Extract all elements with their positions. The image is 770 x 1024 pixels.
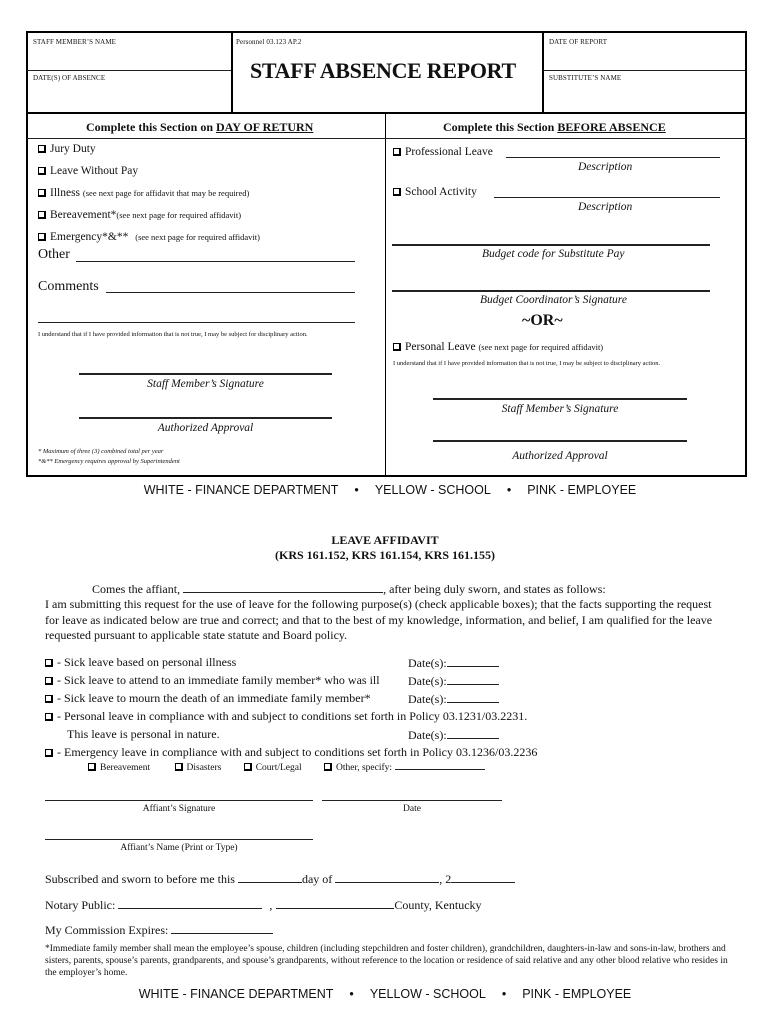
item-2-label: - Sick leave to attend to an immediate family member* who was ill [57, 673, 380, 687]
right-approval-line[interactable] [433, 440, 687, 442]
copy-separator: • [501, 987, 507, 1001]
right-staff-signature-label: Staff Member’s Signature [501, 403, 619, 415]
staff-name-field[interactable] [30, 48, 228, 68]
budget-code-line[interactable] [392, 244, 710, 246]
leave-without-pay-option[interactable] [38, 165, 138, 177]
item-3-dates[interactable] [408, 691, 499, 707]
notary-label: Notary Public: [45, 898, 116, 912]
comments-input-line[interactable] [106, 292, 355, 293]
left-understand-text: I understand that if I have provided information that is not true, I may be subject for disciplinary action. [38, 331, 308, 338]
right-section-heading [443, 120, 666, 135]
comments-label: Comments [38, 279, 99, 294]
affiant-signature-line[interactable] [45, 800, 313, 801]
commission-input[interactable] [171, 922, 273, 934]
comes-the-affiant [92, 581, 606, 597]
item-4-dates[interactable] [408, 727, 499, 743]
description-2-label: Description [578, 201, 633, 213]
emergency-checkbox[interactable] [38, 233, 46, 241]
illness-option[interactable] [38, 187, 249, 199]
copy-yellow: YELLOW - SCHOOL [369, 987, 486, 1001]
dates-of-absence-field[interactable] [30, 84, 228, 110]
notary-county-input[interactable] [276, 897, 394, 909]
bereavement-note: (see next page for required affidavit) [116, 210, 242, 220]
subtype-other-label: Other, specify: [335, 763, 393, 773]
subtype-bereavement-checkbox[interactable] [88, 763, 96, 771]
subscribed-year: , 2 [439, 872, 452, 886]
subtype-disasters-checkbox[interactable] [175, 763, 183, 771]
item-3-checkbox[interactable] [45, 695, 53, 703]
subtype-other-input[interactable] [395, 760, 485, 770]
section-heading-line [27, 138, 746, 139]
item-1-dates[interactable] [408, 655, 499, 671]
emergency-subtypes [88, 760, 485, 773]
illness-label: Illness [50, 187, 81, 199]
county-label: County, Kentucky [394, 898, 482, 912]
commission-label: My Commission Expires: [45, 923, 169, 937]
affiant-name-label: Affiant’s Name (Print or Type) [120, 843, 238, 853]
jury-duty-label: Jury Duty [50, 143, 96, 155]
report-title: STAFF ABSENCE REPORT [250, 58, 516, 83]
bereavement-checkbox[interactable] [38, 211, 46, 219]
emergency-option[interactable] [38, 231, 260, 243]
comes-suffix: , after being duly sworn, and states as follows: [383, 582, 606, 596]
item-4-personal-nature: This leave is personal in nature. [67, 727, 220, 741]
header-row-line-left [27, 70, 231, 71]
personnel-code: Personnel 03.123 AP.2 [236, 38, 302, 46]
school-activity-line[interactable] [494, 197, 720, 198]
personal-leave-option[interactable] [393, 341, 603, 353]
left-heading-emph: DAY OF RETURN [216, 120, 314, 134]
item-3-dates-label: Date(s): [408, 692, 447, 706]
item-4-dates-input[interactable] [447, 727, 499, 739]
jury-duty-option[interactable] [38, 143, 96, 155]
item-3-dates-input[interactable] [447, 691, 499, 703]
budget-code-label: Budget code for Substitute Pay [482, 248, 625, 260]
item-4-dates-label: Date(s): [408, 728, 447, 742]
copy-separator: • [506, 483, 512, 497]
copy-pink: PINK - EMPLOYEE [527, 483, 637, 497]
affidavit-item-2[interactable] [45, 673, 380, 688]
right-staff-signature-line[interactable] [433, 398, 687, 400]
date-of-report-field[interactable] [546, 48, 744, 68]
item-4-checkbox[interactable] [45, 713, 53, 721]
affidavit-statement: I am submitting this request for the use of leave for the following purpose(s) (check applicable boxes); that the facts supporting the request for leave as indicated below are true and correct; and that to the best of my knowledge, information, and belief, I am qualified for the leave requested pursuant to applicable state statute and Board policy. [45, 597, 713, 642]
subscribed-month-input[interactable] [335, 871, 439, 883]
bereavement-option[interactable] [38, 209, 241, 221]
header-divider-right [542, 31, 544, 113]
subtype-court-checkbox[interactable] [244, 763, 252, 771]
copy-distribution-bottom [0, 987, 770, 1001]
footnote-max-days: * Maximum of three (3) combined total per year [38, 448, 164, 455]
illness-note: (see next page for affidavit that may be required) [82, 188, 250, 198]
budget-signature-label: Budget Coordinator’s Signature [480, 294, 627, 306]
item-4-label: - Personal leave in compliance with and subject to conditions set forth in Policy 03.1231/03.2231. [57, 709, 528, 723]
notary-name-input[interactable] [118, 897, 262, 909]
subscribed-dayof: day of [301, 872, 336, 886]
family-definition: *Immediate family member shall mean the employee’s spouse, children (including stepchildren and foster children), grandchildren, daughters-in-law and sons-in-law, brothers and sisters, parents, spouse’s parents, grandparents, and spouse’s grandparents, without reference to the location or residence of said relative and any other blood relative who resides in the employer’s home. [45, 944, 728, 978]
left-staff-signature-label: Staff Member’s Signature [147, 378, 264, 390]
right-heading-prefix: Complete this Section [443, 120, 558, 134]
subscribed-year-input[interactable] [451, 871, 515, 883]
item-5-checkbox[interactable] [45, 749, 53, 757]
dates-of-absence-label: DATE(S) OF ABSENCE [33, 74, 106, 82]
professional-leave-checkbox[interactable] [393, 148, 401, 156]
emergency-label: Emergency*&** [50, 231, 129, 243]
other-input-line[interactable] [76, 261, 355, 262]
affiant-name-line[interactable] [45, 839, 313, 840]
copy-white: WHITE - FINANCE DEPARTMENT [138, 987, 334, 1001]
school-activity-checkbox[interactable] [393, 188, 401, 196]
copy-separator: • [349, 987, 354, 1001]
leave-without-pay-checkbox[interactable] [38, 167, 46, 175]
notary-public [45, 897, 482, 913]
other-label: Other [38, 247, 70, 262]
or-separator: ~OR~ [522, 312, 563, 329]
affidavit-item-1[interactable] [45, 655, 236, 670]
comes-prefix: Comes the affiant, [92, 582, 184, 596]
affidavit-item-5[interactable] [45, 745, 537, 760]
description-1-label: Description [578, 161, 633, 173]
jury-duty-checkbox[interactable] [38, 145, 46, 153]
substitute-name-label: SUBSTITUTE’S NAME [549, 74, 622, 82]
subtype-court[interactable] [244, 763, 302, 773]
left-staff-signature-line[interactable] [79, 373, 332, 375]
copy-distribution-top [0, 483, 770, 497]
staff-name-label: STAFF MEMBER’S NAME [33, 38, 117, 46]
item-1-dates-label: Date(s): [408, 656, 447, 670]
professional-leave-label: Professional Leave [405, 146, 493, 158]
item-1-checkbox[interactable] [45, 659, 53, 667]
header-bottom-line [26, 112, 747, 114]
notary-comma: , [269, 898, 273, 912]
right-approval-label: Authorized Approval [512, 450, 608, 462]
affidavit-title: LEAVE AFFIDAVIT [331, 533, 439, 547]
affidavit-krs: (KRS 161.152, KRS 161.154, KRS 161.155) [274, 548, 495, 562]
subscribed-day-input[interactable] [238, 871, 302, 883]
section-divider [385, 113, 386, 477]
left-approval-label: Authorized Approval [157, 422, 254, 434]
item-2-dates-input[interactable] [447, 673, 499, 685]
professional-leave-line[interactable] [506, 157, 720, 158]
subtype-disasters[interactable] [175, 763, 222, 773]
item-1-dates-input[interactable] [447, 655, 499, 667]
affidavit-item-4[interactable] [45, 709, 527, 724]
left-section-heading [86, 120, 313, 135]
personal-leave-checkbox[interactable] [393, 343, 401, 351]
illness-checkbox[interactable] [38, 189, 46, 197]
subtype-disasters-label: Disasters [186, 763, 222, 773]
item-1-label: - Sick leave based on personal illness [57, 655, 237, 669]
right-understand-text: I understand that if I have provided information that is not true, I may be subject to disciplinary action. [393, 360, 661, 367]
header-row-line-right [543, 70, 746, 71]
commission-expires [45, 922, 273, 938]
bereavement-label: Bereavement* [50, 209, 117, 221]
professional-leave-option[interactable] [393, 146, 493, 158]
affidavit-date-label: Date [403, 804, 421, 814]
affiant-signature-label: Affiant’s Signature [142, 804, 216, 814]
header-divider-left [231, 31, 233, 113]
date-of-report-label: DATE OF REPORT [549, 38, 608, 46]
item-2-dates-label: Date(s): [408, 674, 447, 688]
subtype-court-label: Court/Legal [255, 763, 302, 773]
copy-separator: • [354, 483, 359, 497]
item-3-label: - Sick leave to mourn the death of an immediate family member* [57, 691, 371, 705]
footnote-emergency: *&** Emergency requires approval by Superintendent [38, 458, 180, 465]
left-heading-prefix: Complete this Section on [86, 120, 216, 134]
personal-leave-note: (see next page for required affidavit) [478, 342, 604, 352]
subscribed-sworn [45, 871, 515, 887]
school-activity-option[interactable] [393, 186, 477, 198]
item-2-checkbox[interactable] [45, 677, 53, 685]
affiant-name-input[interactable] [183, 581, 383, 593]
school-activity-label: School Activity [405, 186, 477, 198]
subscribed-prefix: Subscribed and sworn to before me this [45, 872, 238, 886]
subtype-other[interactable] [324, 763, 485, 773]
left-approval-line[interactable] [79, 417, 332, 419]
copy-yellow: YELLOW - SCHOOL [374, 483, 491, 497]
substitute-name-field[interactable] [546, 84, 744, 110]
personal-leave-label: Personal Leave [405, 341, 476, 353]
subtype-other-checkbox[interactable] [324, 763, 332, 771]
copy-pink: PINK - EMPLOYEE [522, 987, 632, 1001]
item-2-dates[interactable] [408, 673, 499, 689]
affidavit-item-3[interactable] [45, 691, 371, 706]
affidavit-date-line[interactable] [322, 800, 502, 801]
copy-white: WHITE - FINANCE DEPARTMENT [143, 483, 339, 497]
subtype-bereavement-label: Bereavement [100, 763, 151, 773]
leave-without-pay-label: Leave Without Pay [50, 165, 139, 177]
emergency-note: (see next page for required affidavit) [135, 232, 260, 242]
item-5-label: - Emergency leave in compliance with and subject to conditions set forth in Policy 03.1236/03.2236 [57, 745, 538, 759]
subtype-bereavement[interactable] [88, 763, 150, 773]
budget-signature-line[interactable] [392, 290, 710, 292]
right-heading-emph: BEFORE ABSENCE [557, 120, 666, 134]
comments-input-line-2[interactable] [38, 322, 355, 323]
